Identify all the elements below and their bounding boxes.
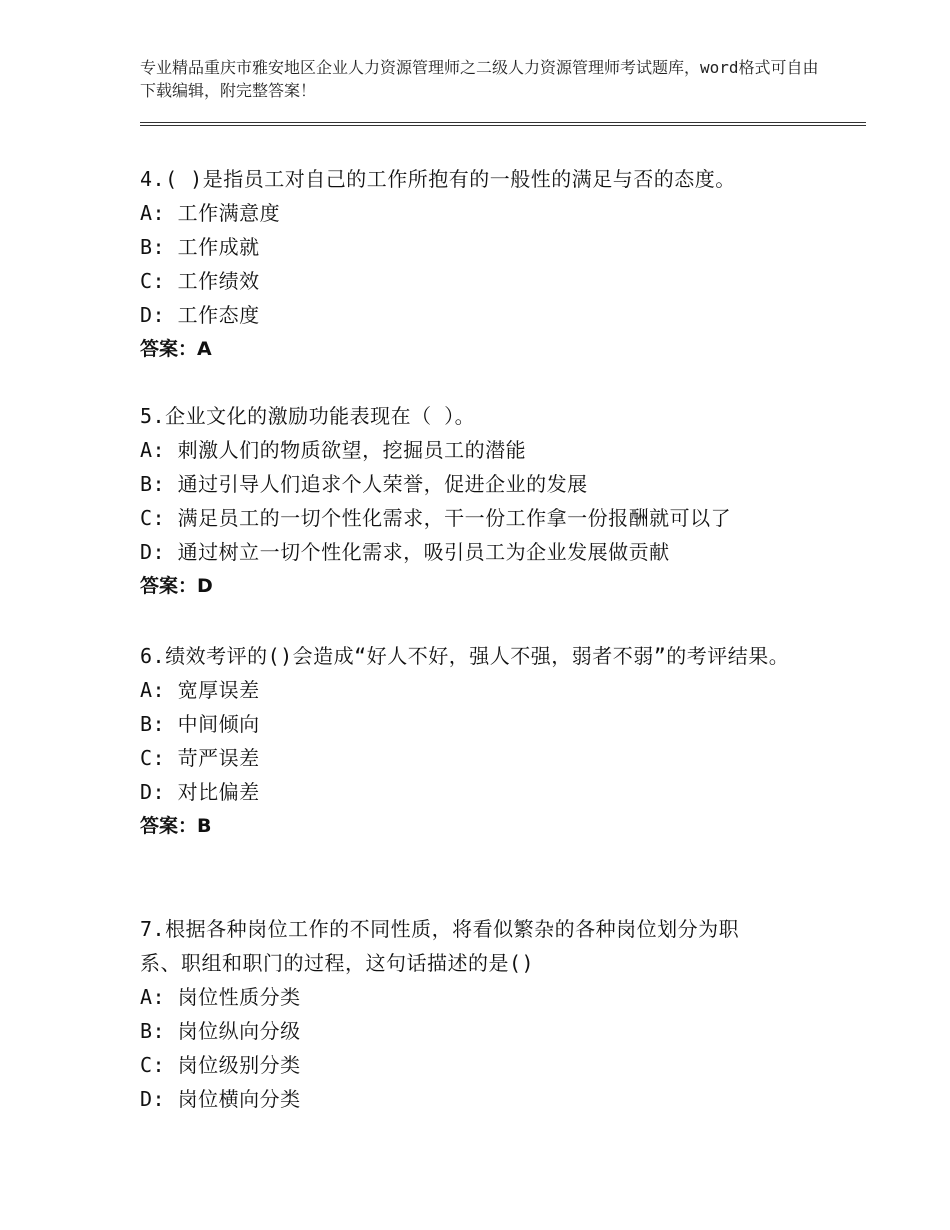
answer-label: 答案：D xyxy=(140,575,213,597)
option-b: B: 通过引导人们追求个人荣誉，促进企业的发展 xyxy=(140,472,588,496)
question-4 xyxy=(140,162,840,366)
question-stem: 6.绩效考评的()会造成“好人不好，强人不强，弱者不弱”的考评结果。 xyxy=(140,644,790,668)
option-a: A: 岗位性质分类 xyxy=(140,985,301,1009)
answer-label: 答案：A xyxy=(140,338,212,360)
question-5 xyxy=(140,399,840,603)
option-a: A: 宽厚误差 xyxy=(140,678,260,702)
option-d: D: 通过树立一切个性化需求，吸引员工为企业发展做贡献 xyxy=(140,540,670,564)
document-header: 专业精品重庆市雅安地区企业人力资源管理师之二级人力资源管理师考试题库，word格式可自由下载编辑，附完整答案！ xyxy=(140,58,819,100)
question-stem: 4.( )是指员工对自己的工作所抱有的一般性的满足与否的态度。 xyxy=(140,167,736,191)
header-divider-top xyxy=(140,122,866,123)
option-a: A: 刺激人们的物质欲望，挖掘员工的潜能 xyxy=(140,438,527,462)
option-a: A: 工作满意度 xyxy=(140,201,281,225)
option-c: C: 岗位级别分类 xyxy=(140,1053,301,1077)
answer-label: 答案：B xyxy=(140,815,212,837)
option-d: D: 对比偏差 xyxy=(140,780,260,804)
option-b: B: 岗位纵向分级 xyxy=(140,1019,301,1043)
option-c: C: 苛严误差 xyxy=(140,746,260,770)
header-divider-bottom xyxy=(140,125,866,126)
option-b: B: 工作成就 xyxy=(140,235,260,259)
option-d: D: 岗位横向分类 xyxy=(140,1087,301,1111)
option-d: D: 工作态度 xyxy=(140,303,260,327)
question-7 xyxy=(140,912,780,1116)
question-6 xyxy=(140,639,800,843)
option-b: B: 中间倾向 xyxy=(140,712,260,736)
option-c: C: 工作绩效 xyxy=(140,269,260,293)
question-stem: 5.企业文化的激励功能表现在（ ）。 xyxy=(140,404,476,428)
option-c: C: 满足员工的一切个性化需求，干一份工作拿一份报酬就可以了 xyxy=(140,506,732,530)
question-stem: 7.根据各种岗位工作的不同性质，将看似繁杂的各种岗位划分为职系、职组和职门的过程，这句话描述的是() xyxy=(140,917,740,975)
